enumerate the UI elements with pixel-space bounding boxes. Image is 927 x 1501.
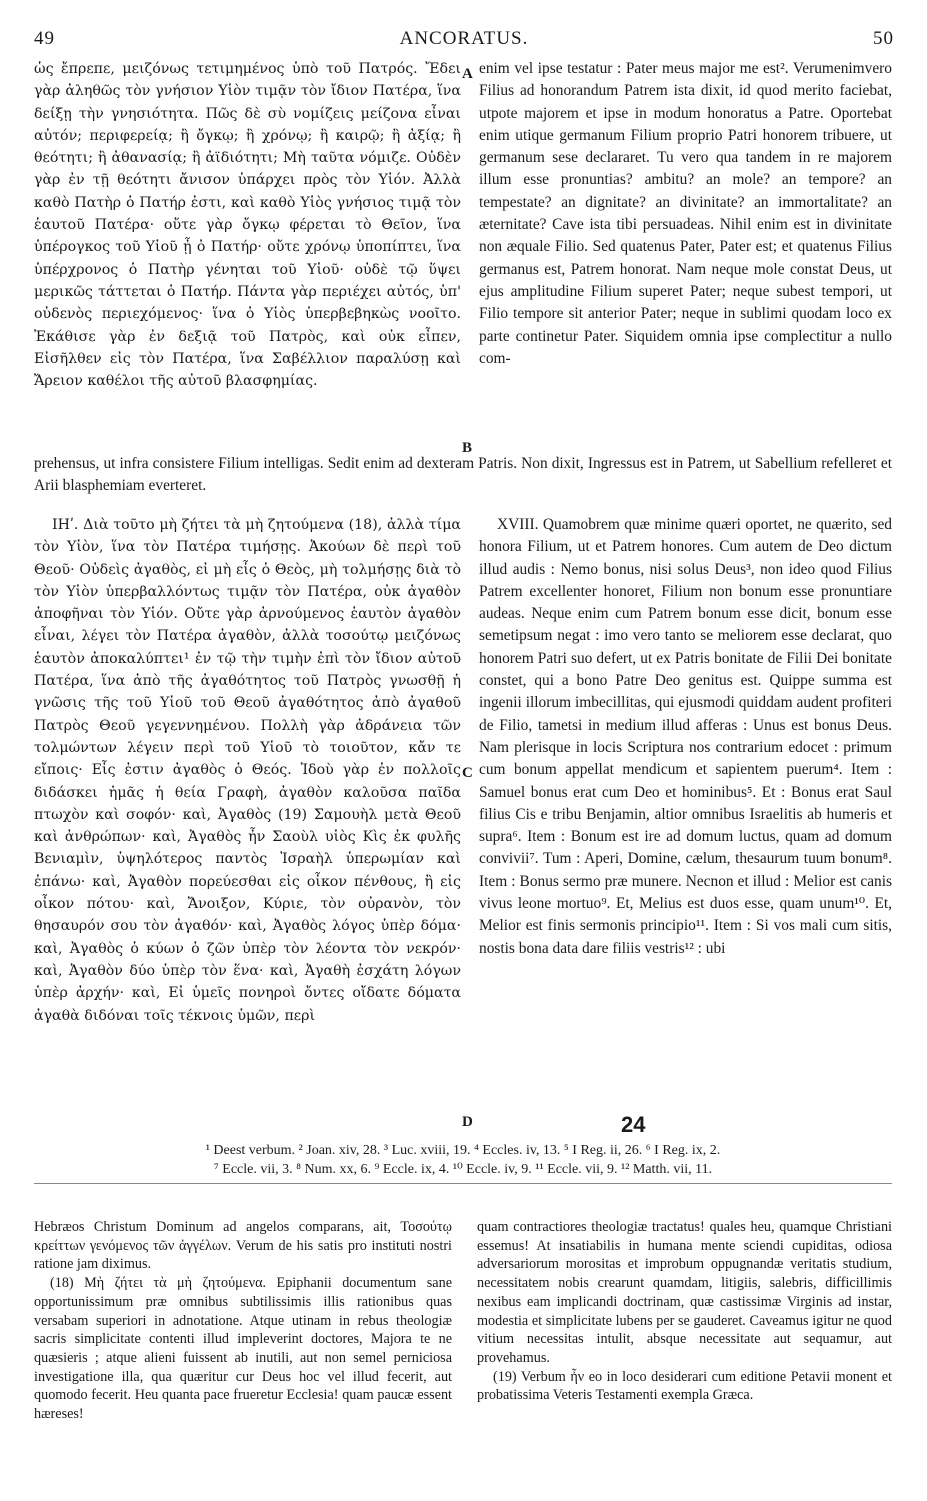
margin-marker-c: C — [462, 765, 473, 781]
page-number-right: 50 — [873, 28, 894, 49]
latin-text-1: enim vel ipse testatur : Pater meus major me est². Verumenimvero Filius ad honorandum Patrem ista dixit, id quod merito faciebat, utpote majorem et ipse in modum honoratus a Patre. Oportebat enim utique germanum Filium proprio Patri honorem tribuere, ut germanum sese declararet. Tu vero qua tandem in re majorem illum esse pronuntias? ambitu? an mole? an tempore? an tempestate? an dignitate? an divinitate? an immortalitate? an æternitate? Cave ista tibi persuadeas. Nihil enim est in divinitate non æquale Filio. Sed quatenus Pater, Pater est; et quatenus Filius germanus est, Patrem honorat. Nam neque mole constat Deus, ut ejus amplitudine Filium superet Pater; neque subest tempori, ut Filio tempore sit anterior Pater; neque in sublimi quodam loco ex parte continetur Pater. Siquidem omnia ipse complectitur a nullo com- — [479, 60, 892, 367]
footnotes-line-1: ¹ Deest verbum. ² Joan. xiv, 28. ³ Luc. xviii, 19. ⁴ Eccles. iv, 13. ⁵ I Reg. ii, 26. ⁶ I Reg. ix, 2. — [205, 1143, 721, 1158]
note-paragraph-continued: quam contractiores theologiæ tractatus! quales heu, quamque Christiani essemus! At insatiabilis in humana mente sciendi cupiditas, odiosa adversariorum morositas et improbum oppugnandæ veritatis studium, necessitatem nobis crearunt quamdam, litigiis, salebris, difficillimis nexibus eam implicandi doctrinam, quæ castissimæ Virginis ad instar, modestia et simplicitate lubens per se gauderet. Caveamus igitur ne quod vitium necessitas intulit, absque necessitate aut sequamur, aut provehamus. — [477, 1219, 892, 1366]
latin-column-2 — [479, 514, 892, 1138]
note-19: (19) Verbum ἦν eo in loco desiderari cum editione Petavii monent et probatissima Veteris Testamenti exempla Græca. — [477, 1368, 892, 1404]
annotations-right — [477, 1218, 892, 1405]
note-18: (18) Μὴ ζήτει τὰ μὴ ζητούμενα. Epiphanii documentum sane opportunissimum præ omnibus subtilissimis illis rationibus quas versabam superiori in adnotatione. Atque utinam in rebus theologiæ sacris simplicitate contenti illud impleverint doctores, Majora te ne quæsieris ; atque alieni fuissent ab inutili, aut non semel perniciosa investigatione illa, qua quæritur cur Deus hoc vel illud fecerit, aut quomodo fecerit. Heu quanta pace frueretur Ecclesia! quam paucæ essent hæreses! — [34, 1275, 452, 1423]
annotations-left — [34, 1218, 452, 1424]
margin-marker-d: D — [462, 1114, 473, 1130]
greek-text-2: ΙΗʹ. Διὰ τοῦτο μὴ ζήτει τὰ μὴ ζητούμενα (18), ἀλλὰ τίμα τὸν Υἱὸν, ἵνα τὸν Πατέρα τιμήσῃς. Ἀκούων δὲ περὶ τοῦ Θεοῦ· Οὐδεὶς ἀγαθὸς, εἰ μὴ εἷς ὁ Θεὸς, μὴ τολμήσῃς διὰ τὸ τὸν Υἱὸν ὑπερβαλλόντως τιμᾷν τὸν Πατέρα, οὐκ ἀγαθὸν ἀποφῆναι τὸν Υἱόν. Οὔτε γὰρ ἀρνούμενος ἑαυτὸν ἀγαθὸν εἶναι, λέγει τὸν Πατέρα ἀγαθὸν, ἀλλὰ τοσούτῳ μειζόνως ἑαυτὸν ἀποκαλύπτει¹ ἐν τῷ τὴν τιμὴν ἐπὶ τὸν ἴδιον αὐτοῦ Πατέρα, ἵνα ἀπὸ τῆς ἀγαθότητος τοῦ Πατρὸς γνωσθῇ ἡ γνῶσις τῆς τοῦ Υἱοῦ τοῦ Θεοῦ ἀγαθότητος ἀπὸ ἀγαθοῦ Πατρὸς Θεοῦ γεγεννημένου. Πολλὴ γὰρ ἀδράνεια τῶν τολμώντων λέγειν περὶ τοῦ Υἱοῦ τὸ τοιοῦτον, κἄν τε εἴποις· Εἷς ἐστιν ἀγαθὸς ὁ Θεός. Ἰδοὺ γὰρ ἐν πολλοῖς διδάσκει ἡμᾶς ἡ θεία Γραφὴ, ἀγαθὸν καλοῦσα παῖδα πτωχὸν καὶ σοφόν· καὶ, Ἀγαθὸς (19) Σαμουὴλ μετὰ Θεοῦ καὶ ἀνθρώπων· καὶ, Ἀγαθὸς ἦν Σαοὺλ υἱὸς Κὶς ἐκ φυλῆς Βενιαμὶν, ὑψηλότερος παντὸς Ἰσραὴλ ὑπερωμίαν καὶ ἐπάνω· καὶ, Ἀγαθὸν πορεύεσθαι εἰς οἶκον πένθους, ἢ εἰς οἶκον πότου· καὶ, Ἄνοιξον, Κύριε, τὸν οὐρανὸν, τὸν θησαυρόν σου τὸν ἀγαθόν· καὶ, Ἀγαθὸς λόγος ὑπὲρ δόμα· καὶ, Ἀγαθὸς ὁ κύων ὁ ζῶν ὑπὲρ τὸν λέοντα τὸν νεκρόν· καὶ, Ἀγαθὸν δύο ὑπὲρ τὸν ἕνα· καὶ, Ἀγαθὴ ἐσχάτη λόγων ὑπὲρ ἀρχήν· καὶ, Εἰ ὑμεῖς πονηροὶ ὄντες οἴδατε δόματα ἀγαθὰ διδόναι τοῖς τέκνοις ὑμῶν, περὶ — [34, 517, 461, 1024]
greek-text-1: ὡς ἔπρεπε, μειζόνως τετιμημένος ὑπὸ τοῦ Πατρός. Ἔδει γὰρ ἀληθῶς τὸν γνήσιον Υἱὸν τιμᾷν τὸν ἴδιον Πατέρα, ἵνα δείξῃ τὴν γνησιότητα. Πῶς δὲ σὺ νομίζεις μείζονα εἶναι αὐτόν; περιφερείᾳ; ἢ ὄγκῳ; ἢ χρόνῳ; ἢ καιρῷ; ἢ ἀξίᾳ; ἢ θεότητι; ἢ ἀθανασίᾳ; ἢ ἀϊδιότητι; Μὴ ταῦτα νόμιζε. Οὐδὲν γὰρ ἐν τῇ θεότητι ἄνισον ὑπάρχει πρὸς τὸν Υἱόν. Ἀλλὰ καθὸ Πατὴρ ὁ Πατήρ ἐστι, καὶ καθὸ Υἱὸς γνήσιος τιμᾷ τὸν ἑαυτοῦ Πατέρα· οὔτε γὰρ ὄγκῳ φέρεται τὸ Θεῖον, ἵνα ὑπέρογκος τοῦ Υἱοῦ ᾖ ὁ Πατήρ· οὔτε χρόνῳ ὑποπίπτει, ἵνα ὑπέρχρονος ὁ Πατὴρ γένηται τοῦ Υἱοῦ· οὐδὲ τῷ ὕψει μερικῶς τάττεται ὁ Πατήρ. Πάντα γὰρ περιέχει αὐτός, ὑπ' οὐδενὸς περιεχόμενος· ἵνα ὁ Υἱὸς ὑπερβεβηκὼς νοοῖτο. Ἐκάθισε γὰρ ἐν δεξιᾷ τοῦ Πατρὸς, καὶ οὐκ εἶπεν, Εἰσῆλθεν εἰς τὸν Πατέρα, ἵνα Σαβέλλιον παραλύσῃ καὶ Ἄρειον καθέλοι τῆς αὐτοῦ βλασφημίας. — [34, 61, 461, 390]
latin-text-2: XVIII. Quamobrem quæ minime quæri oportet, ne quærito, sed honora Filium, ut et Patrem honores. Cum autem de Deo dictum illud audis : Nemo bonus, nisi solus Deus³, non ideo quod Filius Patrem excellenter honoret, Filium non bonum esse pronuntiare audeas. Neque enim cum Patrem bonum esse dicit, bonum esse semetipsum negat : imo vero tanto se meliorem esse declarat, quo honorem Patri suo defert, ut ex Patris bonitate de Filii Dei bonitate constet, qui a bono Patre Deo genitus est. Quippe summa est ingenii illorum imbecillitas, qui ejusmodi quiddam audent profiteri de Filio, tametsi in medium illud afferas : Unus est bonus Deus. Nam plerisque in locis Scriptura nos contrarium edocet : primum cum bonum appellat mendicum et sapientem puerum⁴. Item : Samuel bonus erat cum Deo et hominibus⁵. Et : Bonus erat Saul filius Cis e tribu Benjamin, altior omnibus Israelitis ab humeris et supra⁶. Item : Bonum est ire ad domum luctus, quam ad domum convivii⁷. Tum : Aperi, Domine, cælum, thesaurum tuum bonum⁸. Item : Bonus sermo præ munere. Necnon et illud : Melior est canis vivus leone mortuo⁹. Et, Melius est duos esse, quam unum¹⁰. Et, Melior est finis sermonis principio¹¹. Item : Si vos mali cum sitis, nostis bona data dare filiis vestris¹² : ubi — [479, 516, 892, 957]
greek-column-2 — [34, 514, 461, 1138]
footnotes-line-2: ⁷ Eccle. vii, 3. ⁸ Num. xx, 6. ⁹ Eccle. ix, 4. ¹⁰ Eccle. iv, 9. ¹¹ Eccle. vii, 9. ¹² Matth. vii, 11. — [213, 1162, 713, 1177]
spanning-text: prehensus, ut infra consistere Filium intelligas. Sedit enim ad dexteram Patris. Non dixit, Ingressus est in Patrem, ut Sabellium refelleret et Arii blasphemiam everteret. — [34, 455, 892, 495]
page-header — [34, 28, 894, 56]
note-paragraph: Hebræos Christum Dominum ad angelos comparans, ait, Τοσούτῳ κρείττων γενόμενος τῶν ἀγγέλων. Verum de his satis pro instituti nostri ratione jam diximus. — [34, 1219, 452, 1273]
margin-marker-b: B — [462, 440, 473, 456]
margin-marker-a: A — [462, 66, 473, 82]
greek-column-1 — [34, 58, 461, 456]
footnote-divider — [34, 1183, 892, 1184]
latin-column-1 — [479, 58, 892, 456]
running-title: ANCORATUS. — [399, 28, 529, 49]
spanning-line — [34, 453, 892, 511]
column-number-mark: 24 — [621, 1112, 646, 1137]
page-number-left: 49 — [34, 28, 55, 49]
